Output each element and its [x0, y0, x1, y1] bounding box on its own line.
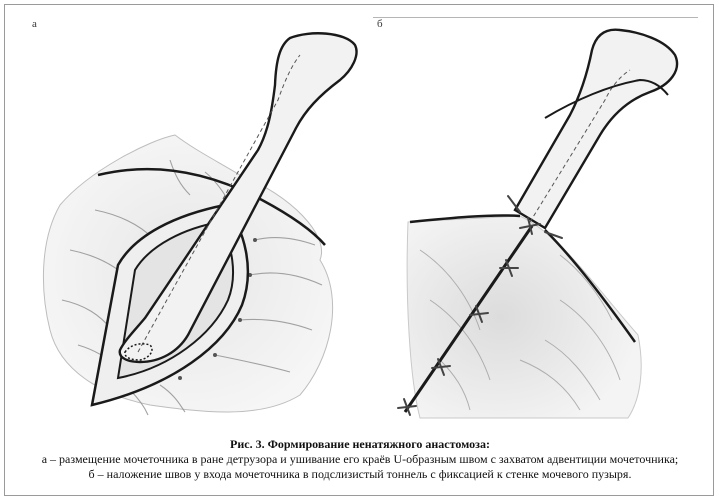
- caption-line-a: а – размещение мочеточника в ране детрузора и ушивание его краёв U-образным швом с захватом адвентиции мочеточника;: [41, 452, 679, 466]
- panel-b-bladder-tissue: [407, 216, 641, 418]
- caption-line-b: б – наложение швов у входа мочеточника в подслизистый тоннель с фиксацией к стенке мочевого пузыря.: [88, 467, 632, 481]
- panel-b-label: б: [377, 18, 383, 30]
- panel-a-drawing: [43, 33, 356, 415]
- figure-caption: [10, 437, 710, 482]
- caption-title: Рис. 3. Формирование ненатяжного анастомоза:: [230, 437, 490, 451]
- panel-b-ureter: [515, 30, 677, 228]
- panel-a-label: а: [32, 18, 37, 30]
- panel-b-drawing: [398, 30, 677, 418]
